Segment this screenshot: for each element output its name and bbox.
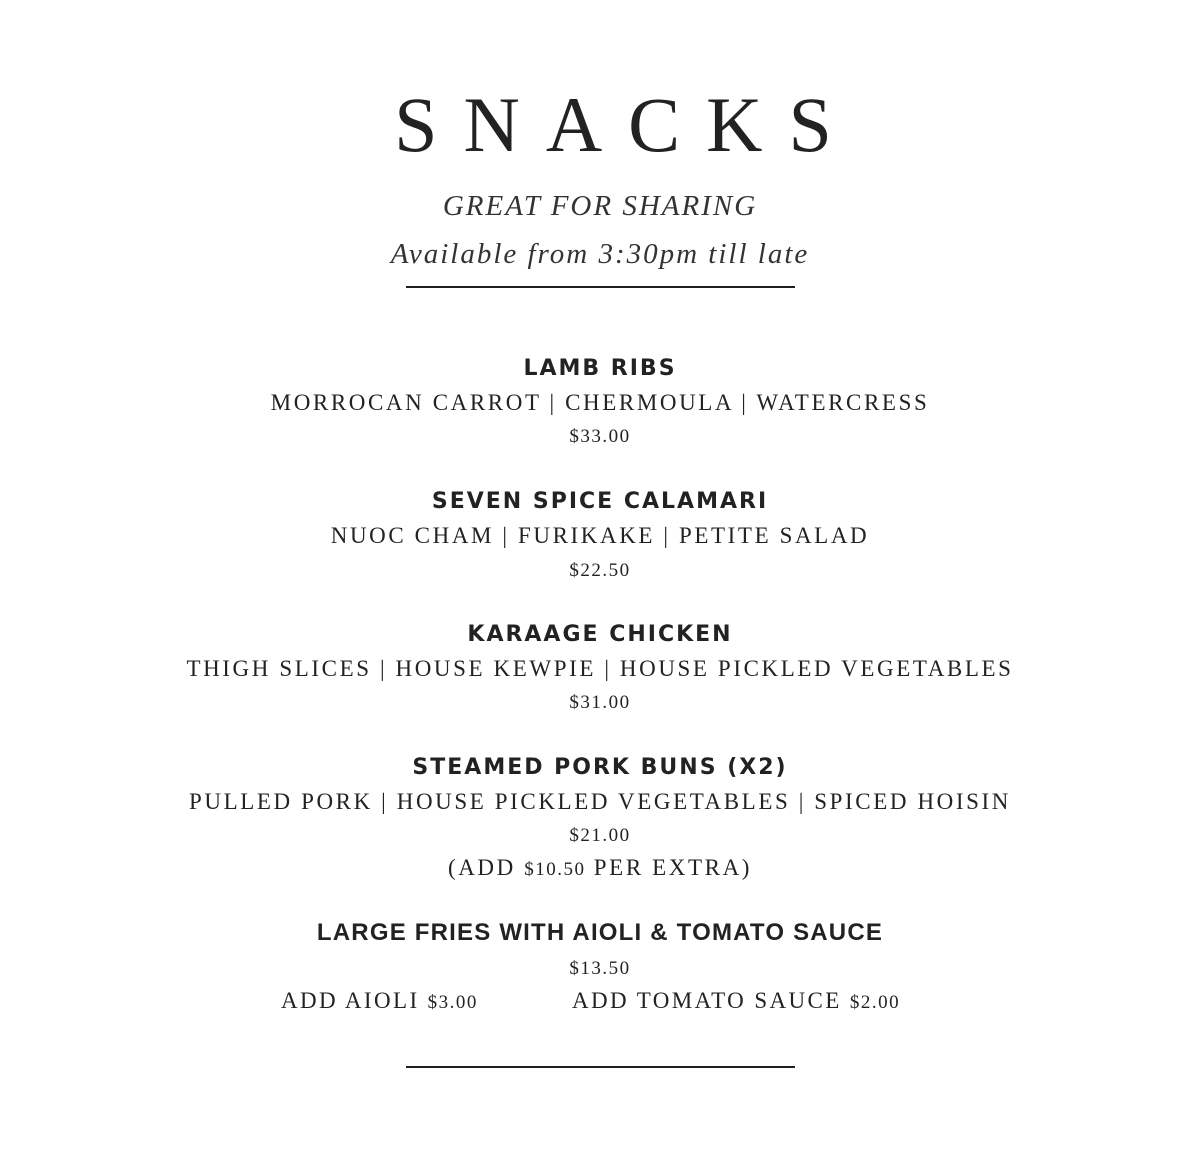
item-name-lamb-ribs: LAMB RIBS bbox=[523, 356, 677, 381]
item-name-large-fries: LARGE FRIES WITH AIOLI & TOMATO SAUCE bbox=[316, 919, 884, 946]
addon-aioli-price: $3.00 bbox=[427, 992, 478, 1013]
menu-title: SNACKS bbox=[394, 81, 858, 168]
addon-aioli-label: ADD AIOLI bbox=[281, 988, 420, 1013]
item-name-karaage-chicken: KARAAGE CHICKEN bbox=[467, 622, 733, 647]
item-description-calamari: NUOC CHAM | FURIKAKE | PETITE SALAD bbox=[330, 523, 870, 548]
extra-open-text: (ADD bbox=[447, 855, 525, 880]
item-price-karaage-chicken: $31.00 bbox=[569, 692, 631, 713]
item-price-large-fries: $13.50 bbox=[569, 958, 631, 979]
item-name-calamari: SEVEN SPICE CALAMARI bbox=[431, 489, 769, 514]
menu-subtitle: GREAT FOR SHARING bbox=[442, 190, 758, 222]
extra-amount: $10.50 bbox=[524, 859, 586, 880]
item-description-karaage-chicken: THIGH SLICES | HOUSE KEWPIE | HOUSE PICKLED VEGETABLES bbox=[186, 656, 1014, 681]
item-price-lamb-ribs: $33.00 bbox=[569, 426, 631, 447]
bottom-divider bbox=[406, 1066, 795, 1068]
availability-text: Available from 3:30pm till late bbox=[390, 238, 810, 270]
addon-tomato-sauce bbox=[572, 986, 900, 1018]
item-price-calamari: $22.50 bbox=[569, 560, 631, 581]
top-divider bbox=[406, 286, 795, 288]
addon-aioli bbox=[281, 986, 478, 1018]
item-extra-pork-buns bbox=[0, 853, 1200, 885]
item-name-pork-buns: STEAMED PORK BUNS (X2) bbox=[412, 755, 788, 780]
item-description-pork-buns: PULLED PORK | HOUSE PICKLED VEGETABLES | SPICED HOISIN bbox=[188, 789, 1012, 814]
extra-close-text: PER EXTRA) bbox=[585, 855, 753, 880]
addon-tomato-sauce-label: ADD TOMATO SAUCE bbox=[572, 988, 842, 1013]
item-description-lamb-ribs: MORROCAN CARROT | CHERMOULA | WATERCRESS bbox=[270, 390, 930, 415]
item-price-pork-buns: $21.00 bbox=[569, 825, 631, 846]
addon-tomato-sauce-price: $2.00 bbox=[849, 992, 901, 1013]
